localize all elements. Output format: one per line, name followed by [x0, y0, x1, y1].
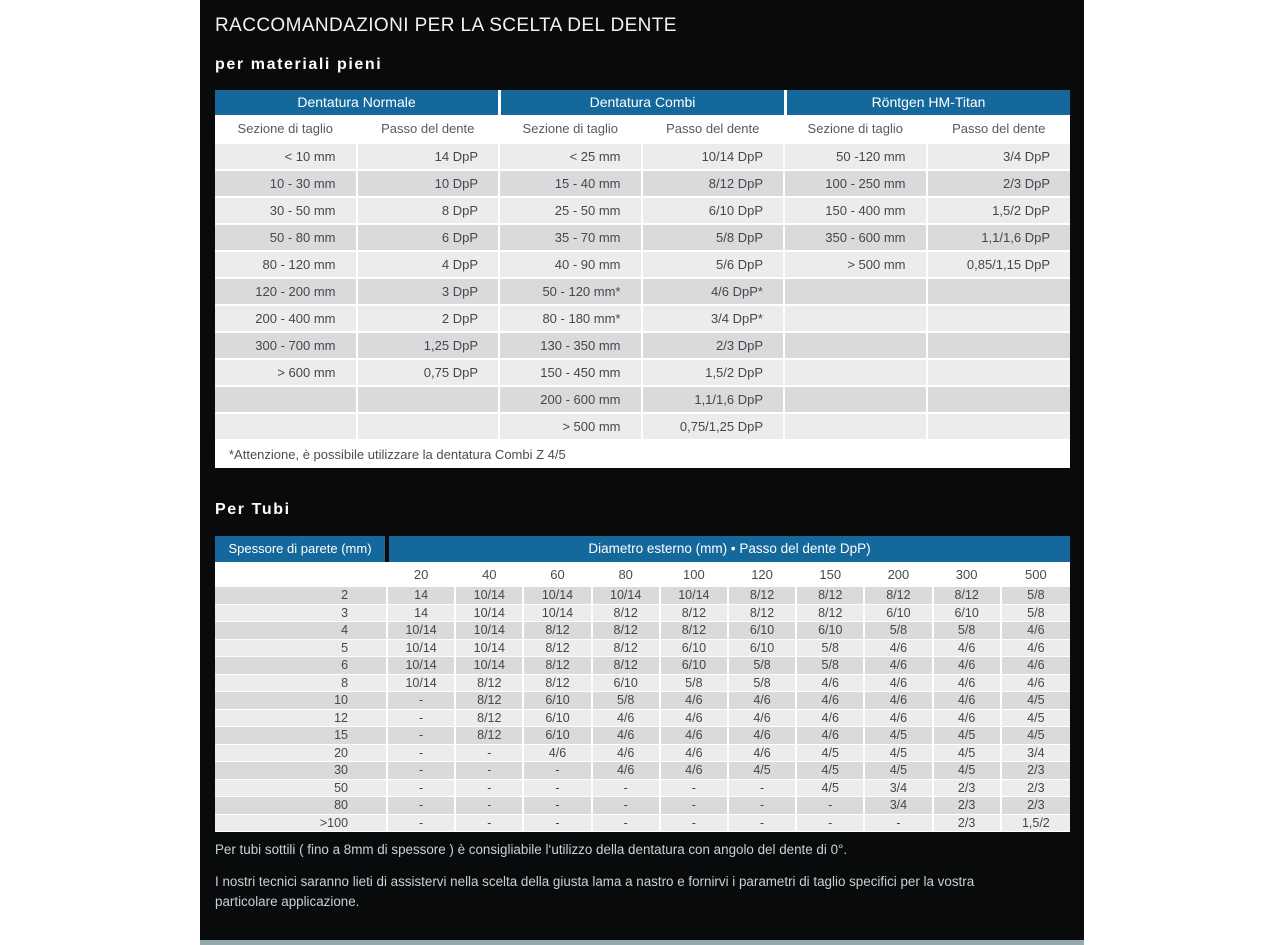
table-cell: 8/12 [593, 657, 661, 675]
table-cell [785, 360, 928, 387]
bottom-accent-strip [200, 940, 1084, 945]
table-cell: 4/6 [524, 745, 592, 763]
table-cell: 14 DpP [358, 144, 501, 171]
table-cell: - [797, 815, 865, 833]
tubes-table [215, 562, 1070, 832]
table-cell: 0,75/1,25 DpP [643, 414, 786, 441]
table-cell: 10/14 [593, 587, 661, 605]
table-cell: 4/6 DpP* [643, 279, 786, 306]
table-cell: 80 - 120 mm [215, 252, 358, 279]
tubes-table-header [215, 536, 1070, 562]
table-cell: 4/6 [1002, 657, 1070, 675]
table-cell [358, 387, 501, 414]
table-cell [928, 414, 1071, 441]
table-cell: 10/14 [456, 640, 524, 658]
column-header: Passo del dente [928, 115, 1071, 144]
table-cell: 4/6 [797, 692, 865, 710]
table-cell: 350 - 600 mm [785, 225, 928, 252]
table-cell: 8/12 [661, 622, 729, 640]
table-cell: 4/5 [1002, 692, 1070, 710]
table-cell: 14 [388, 605, 456, 623]
table-cell: 4/5 [934, 727, 1002, 745]
table-cell: 10/14 [388, 640, 456, 658]
table-cell: 8/12 [524, 622, 592, 640]
table-cell: 4/6 [729, 710, 797, 728]
table-row [215, 815, 1070, 833]
column-header: Sezione di taglio [500, 115, 643, 144]
tubes-columns-row [215, 562, 1070, 587]
table-row [215, 605, 1070, 623]
table-cell: 4/6 [797, 710, 865, 728]
table-row [215, 387, 1070, 414]
table-cell: 4/5 [1002, 727, 1070, 745]
table-cell: 10/14 [661, 587, 729, 605]
tubes-wall-thickness-label: 20 [215, 745, 388, 763]
tubes-diameter-column-header: 120 [729, 562, 797, 587]
table-cell: - [729, 780, 797, 798]
tubes-wall-thickness-label: 2 [215, 587, 388, 605]
table-cell: 1,5/2 DpP [643, 360, 786, 387]
table-cell: 10/14 [524, 605, 592, 623]
table-cell: 6 DpP [358, 225, 501, 252]
note-thin-tubes: Per tubi sottili ( fino a 8mm di spessore ) è consigliabile l‘utilizzo della dentatura con angolo del dente di 0°. [215, 842, 848, 857]
table-cell: 4/5 [797, 762, 865, 780]
table-cell: 6/10 [797, 622, 865, 640]
tubes-wall-thickness-label: 4 [215, 622, 388, 640]
table-cell: 4/6 [865, 640, 933, 658]
table-cell [215, 387, 358, 414]
table-cell: 10/14 [388, 622, 456, 640]
table-cell: 25 - 50 mm [500, 198, 643, 225]
tubes-diameter-column-header: 200 [865, 562, 933, 587]
table-row [215, 710, 1070, 728]
table-cell: - [456, 745, 524, 763]
note-technicians: I nostri tecnici saranno lieti di assistervi nella scelta della giusta lama a nastro e fornirvi i parametri di taglio specifici per la vostra particolare applicazione. [215, 874, 975, 909]
table-cell: 8/12 [456, 727, 524, 745]
table-cell: 8/12 [729, 587, 797, 605]
table-cell: 30 - 50 mm [215, 198, 358, 225]
table-cell: - [593, 797, 661, 815]
table-cell: 8 DpP [358, 198, 501, 225]
table-row [215, 692, 1070, 710]
table-cell: 6/10 DpP [643, 198, 786, 225]
table-cell: 4/6 [661, 745, 729, 763]
table-cell: 4/5 [729, 762, 797, 780]
table-cell: 8/12 [729, 605, 797, 623]
table-row [215, 360, 1070, 387]
table-cell [785, 333, 928, 360]
table-cell: 4/5 [797, 745, 865, 763]
tubes-diameter-column-header: 80 [593, 562, 661, 587]
tubes-wall-thickness-label: 15 [215, 727, 388, 745]
table-cell: 1,25 DpP [358, 333, 501, 360]
table-cell [928, 306, 1071, 333]
table-cell: 10 - 30 mm [215, 171, 358, 198]
table-cell: 4/6 [593, 745, 661, 763]
table-cell: - [456, 815, 524, 833]
table-cell: 150 - 450 mm [500, 360, 643, 387]
table-row [215, 745, 1070, 763]
table-cell: 5/8 [797, 657, 865, 675]
table-row [215, 657, 1070, 675]
table-row [215, 797, 1070, 815]
table-cell: 5/8 [729, 657, 797, 675]
tubes-diameter-column-header: 60 [524, 562, 592, 587]
table-cell: 14 [388, 587, 456, 605]
table-row [215, 279, 1070, 306]
table-cell: 4/5 [1002, 710, 1070, 728]
table-row [215, 622, 1070, 640]
table-cell: 4/6 [661, 710, 729, 728]
tubes-diameter-column-header: 100 [661, 562, 729, 587]
table-cell: 4/6 [729, 745, 797, 763]
table-cell: - [388, 745, 456, 763]
table-cell: 10 DpP [358, 171, 501, 198]
tubes-diameter-column-header: 40 [456, 562, 524, 587]
table-cell: 3/4 [1002, 745, 1070, 763]
solid-footnote: *Attenzione, è possibile utilizzare la dentatura Combi Z 4/5 [215, 441, 1070, 468]
table-cell: 4/6 [934, 710, 1002, 728]
solid-materials-table [215, 90, 1070, 468]
table-cell: 4/5 [934, 745, 1002, 763]
column-header: Sezione di taglio [215, 115, 358, 144]
table-cell: - [593, 815, 661, 833]
table-cell: - [661, 797, 729, 815]
table-cell: 40 - 90 mm [500, 252, 643, 279]
table-cell: 4/6 [593, 710, 661, 728]
tubes-header-wall-thickness: Spessore di parete (mm) [215, 536, 389, 562]
table-cell: 5/8 DpP [643, 225, 786, 252]
table-cell: 4/5 [865, 745, 933, 763]
table-cell [928, 279, 1071, 306]
tubes-wall-thickness-label: 80 [215, 797, 388, 815]
table-row [215, 144, 1070, 171]
table-cell: 8/12 [456, 692, 524, 710]
table-cell: 1,1/1,6 DpP [928, 225, 1071, 252]
table-cell: 8/12 [661, 605, 729, 623]
table-cell: 5/8 [593, 692, 661, 710]
table-cell: 50 -120 mm [785, 144, 928, 171]
table-cell: 3 DpP [358, 279, 501, 306]
table-cell: 8/12 [865, 587, 933, 605]
table-cell: 10/14 [388, 657, 456, 675]
tubes-wall-thickness-label: 6 [215, 657, 388, 675]
content-band [200, 0, 1084, 945]
table-cell: 4/6 [865, 692, 933, 710]
table-cell: - [593, 780, 661, 798]
table-cell [215, 414, 358, 441]
table-cell: 2/3 [934, 815, 1002, 833]
table-cell: < 25 mm [500, 144, 643, 171]
tubes-wall-thickness-label: >100 [215, 815, 388, 833]
table-cell: 15 - 40 mm [500, 171, 643, 198]
table-cell: - [524, 780, 592, 798]
table-cell: 8/12 [797, 605, 865, 623]
tubes-corner-cell [215, 562, 388, 587]
table-cell: > 500 mm [500, 414, 643, 441]
table-cell: 50 - 120 mm* [500, 279, 643, 306]
table-cell: 8/12 [524, 657, 592, 675]
table-cell: 10/14 [388, 675, 456, 693]
tubes-table-body [215, 587, 1070, 832]
table-cell [785, 387, 928, 414]
table-row [215, 587, 1070, 605]
table-cell: 4/6 [934, 640, 1002, 658]
table-cell: 3/4 [865, 797, 933, 815]
table-row [215, 225, 1070, 252]
table-cell: - [388, 815, 456, 833]
table-row [215, 414, 1070, 441]
table-cell: 8/12 [593, 605, 661, 623]
table-cell: 4/5 [797, 780, 865, 798]
tubes-diameter-column-header: 300 [934, 562, 1002, 587]
tubes-diameter-column-header: 150 [797, 562, 865, 587]
table-cell: 6/10 [524, 692, 592, 710]
table-cell: 5/8 [1002, 605, 1070, 623]
table-cell: 5/8 [934, 622, 1002, 640]
table-cell: 4/5 [865, 727, 933, 745]
table-cell: 10/14 [456, 657, 524, 675]
table-cell: 4/6 [661, 762, 729, 780]
tubes-wall-thickness-label: 5 [215, 640, 388, 658]
table-cell: - [388, 797, 456, 815]
table-cell: - [661, 780, 729, 798]
table-cell: 6/10 [729, 640, 797, 658]
table-cell: 2/3 [934, 797, 1002, 815]
tubes-wall-thickness-label: 50 [215, 780, 388, 798]
table-cell: 6/10 [593, 675, 661, 693]
table-cell: > 600 mm [215, 360, 358, 387]
table-cell: 8/12 [593, 640, 661, 658]
solid-table-body [215, 144, 1070, 441]
table-row [215, 198, 1070, 225]
table-cell: 0,85/1,15 DpP [928, 252, 1071, 279]
tubes-section-title: Per Tubi [215, 501, 291, 518]
table-cell: 4 DpP [358, 252, 501, 279]
group-header-dentatura-combi: Dentatura Combi [498, 90, 784, 115]
table-cell: 35 - 70 mm [500, 225, 643, 252]
table-cell: 5/8 [661, 675, 729, 693]
column-header: Sezione di taglio [785, 115, 928, 144]
table-cell: - [524, 797, 592, 815]
solid-table [215, 115, 1070, 441]
table-cell: 4/6 [934, 675, 1002, 693]
page-title: RACCOMANDAZIONI PER LA SCELTA DEL DENTE [215, 15, 677, 36]
table-cell: 80 - 180 mm* [500, 306, 643, 333]
tubes-header-outer-diameter: Diametro esterno (mm) • Passo del dente DpP) [389, 536, 1070, 562]
table-cell: - [524, 762, 592, 780]
table-cell: 8/12 [934, 587, 1002, 605]
table-cell: 6/10 [865, 605, 933, 623]
solid-table-group-header [215, 90, 1070, 115]
table-cell: 4/6 [1002, 622, 1070, 640]
table-cell: 2/3 DpP [643, 333, 786, 360]
table-cell [928, 333, 1071, 360]
table-cell [358, 414, 501, 441]
table-cell: > 500 mm [785, 252, 928, 279]
table-cell: 2/3 [1002, 780, 1070, 798]
table-cell: 5/8 [729, 675, 797, 693]
table-cell: 2/3 [1002, 797, 1070, 815]
table-row [215, 780, 1070, 798]
tubes-wall-thickness-label: 8 [215, 675, 388, 693]
table-cell: 4/6 [661, 692, 729, 710]
table-cell: - [388, 710, 456, 728]
table-cell: 6/10 [524, 727, 592, 745]
table-row [215, 675, 1070, 693]
table-cell: 3/4 [865, 780, 933, 798]
table-cell: 130 - 350 mm [500, 333, 643, 360]
table-cell: 2 DpP [358, 306, 501, 333]
table-cell: 6/10 [661, 640, 729, 658]
table-row [215, 762, 1070, 780]
solid-section-title: per materiali pieni [215, 56, 383, 73]
table-cell: 8/12 [593, 622, 661, 640]
table-cell: 100 - 250 mm [785, 171, 928, 198]
table-cell: 4/6 [865, 710, 933, 728]
table-cell: - [729, 815, 797, 833]
table-cell: - [456, 797, 524, 815]
table-cell: 4/6 [1002, 675, 1070, 693]
table-cell: 4/6 [865, 657, 933, 675]
table-row [215, 640, 1070, 658]
table-row [215, 171, 1070, 198]
table-cell: 4/6 [934, 657, 1002, 675]
tubes-diameter-column-header: 20 [388, 562, 456, 587]
table-cell: 8/12 DpP [643, 171, 786, 198]
table-cell: 200 - 400 mm [215, 306, 358, 333]
table-cell: - [456, 762, 524, 780]
table-cell: 8/12 [456, 710, 524, 728]
table-cell: 10/14 [524, 587, 592, 605]
table-cell: 6/10 [524, 710, 592, 728]
table-cell: 5/8 [797, 640, 865, 658]
table-cell: 2/3 [1002, 762, 1070, 780]
table-cell: - [729, 797, 797, 815]
table-cell: 10/14 DpP [643, 144, 786, 171]
table-cell: - [388, 727, 456, 745]
table-cell: 8/12 [797, 587, 865, 605]
table-cell: 5/8 [1002, 587, 1070, 605]
table-cell: 0,75 DpP [358, 360, 501, 387]
table-cell: - [388, 692, 456, 710]
table-cell: 4/6 [729, 692, 797, 710]
table-cell: 120 - 200 mm [215, 279, 358, 306]
table-cell: 4/6 [661, 727, 729, 745]
table-cell: 4/5 [865, 762, 933, 780]
table-cell: 10/14 [456, 605, 524, 623]
table-cell: 2/3 [934, 780, 1002, 798]
table-cell [928, 360, 1071, 387]
table-cell: - [456, 780, 524, 798]
tubes-wall-thickness-label: 30 [215, 762, 388, 780]
table-cell: - [388, 762, 456, 780]
table-cell: - [388, 780, 456, 798]
solid-subheader-row [215, 115, 1070, 144]
table-cell: 4/6 [865, 675, 933, 693]
table-cell: 3/4 DpP* [643, 306, 786, 333]
table-cell: 6/10 [661, 657, 729, 675]
table-cell: 1,5/2 DpP [928, 198, 1071, 225]
table-cell: 10/14 [456, 622, 524, 640]
table-cell: 6/10 [934, 605, 1002, 623]
tubes-wall-thickness-label: 3 [215, 605, 388, 623]
table-cell: 4/6 [797, 727, 865, 745]
table-cell [785, 306, 928, 333]
table-cell: 4/6 [1002, 640, 1070, 658]
table-cell: 5/8 [865, 622, 933, 640]
table-cell: 50 - 80 mm [215, 225, 358, 252]
table-cell: 5/6 DpP [643, 252, 786, 279]
column-header: Passo del dente [643, 115, 786, 144]
table-cell: 4/6 [934, 692, 1002, 710]
table-cell: 150 - 400 mm [785, 198, 928, 225]
table-cell: - [865, 815, 933, 833]
table-row [215, 727, 1070, 745]
table-cell: 6/10 [729, 622, 797, 640]
table-cell: 200 - 600 mm [500, 387, 643, 414]
table-cell: - [661, 815, 729, 833]
column-header: Passo del dente [358, 115, 501, 144]
table-cell [785, 414, 928, 441]
table-cell: 3/4 DpP [928, 144, 1071, 171]
table-cell: 8/12 [524, 640, 592, 658]
table-cell: 4/5 [934, 762, 1002, 780]
tubes-wall-thickness-label: 10 [215, 692, 388, 710]
table-cell: 8/12 [524, 675, 592, 693]
table-cell: 8/12 [456, 675, 524, 693]
tubes-table-block [215, 536, 1070, 832]
table-cell: 4/6 [593, 762, 661, 780]
table-row [215, 306, 1070, 333]
tubes-diameter-column-header: 500 [1002, 562, 1070, 587]
group-header-rontgen-hm-titan: Röntgen HM-Titan [784, 90, 1070, 115]
table-cell: - [524, 815, 592, 833]
table-cell: < 10 mm [215, 144, 358, 171]
tubes-wall-thickness-label: 12 [215, 710, 388, 728]
table-cell: 2/3 DpP [928, 171, 1071, 198]
table-cell: 300 - 700 mm [215, 333, 358, 360]
group-header-dentatura-normale: Dentatura Normale [215, 90, 498, 115]
table-cell: 1,5/2 [1002, 815, 1070, 833]
table-cell: 10/14 [456, 587, 524, 605]
table-cell [928, 387, 1071, 414]
table-cell [785, 279, 928, 306]
table-row [215, 333, 1070, 360]
table-cell: 4/6 [593, 727, 661, 745]
table-cell: 1,1/1,6 DpP [643, 387, 786, 414]
table-cell: - [797, 797, 865, 815]
table-row [215, 252, 1070, 279]
table-cell: 4/6 [797, 675, 865, 693]
table-cell: 4/6 [729, 727, 797, 745]
